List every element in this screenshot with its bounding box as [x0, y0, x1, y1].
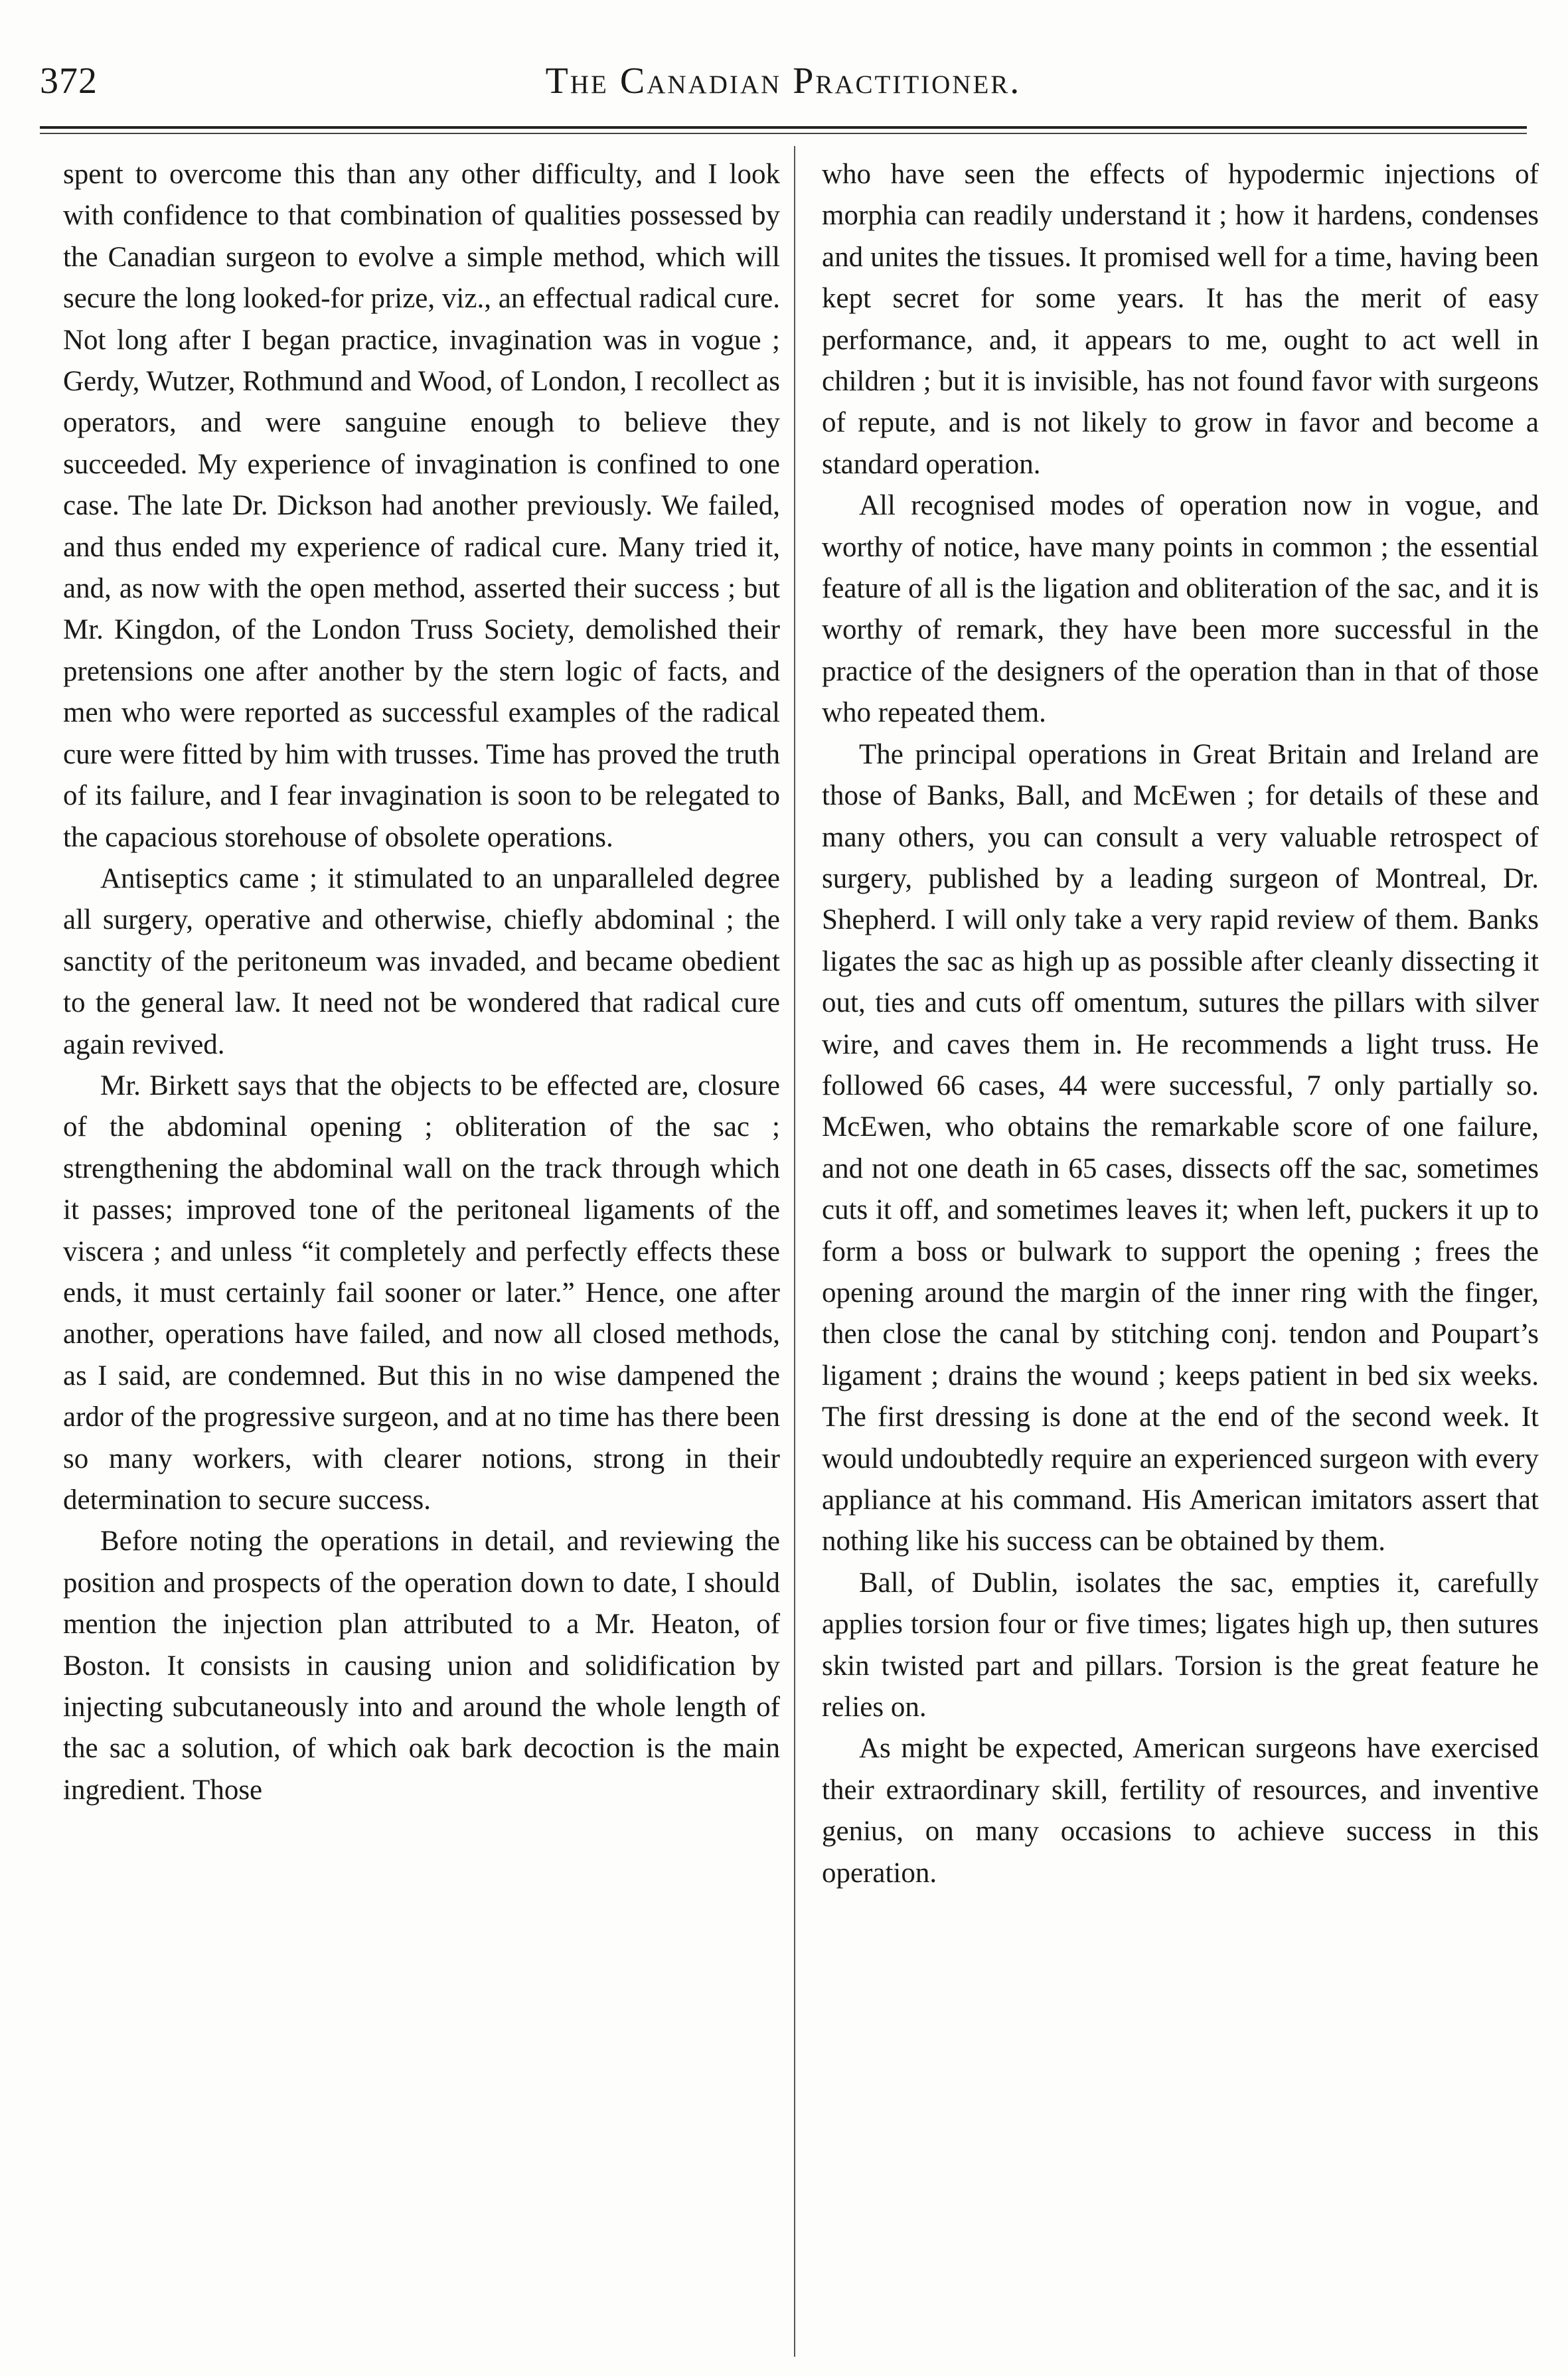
header-rule-thin: [40, 133, 1527, 134]
paragraph: Antiseptics came ; it stimulated to an unparalleled degree all surgery, operative and otherwise, chiefly abdominal ; the sanctity of the peritoneum was invaded, and became obedient to the general law. It need not be wondered that radical cure again revived.: [63, 862, 780, 1060]
left-column: [63, 154, 780, 1811]
header-rule: [40, 126, 1527, 129]
page-header: [40, 46, 1527, 106]
paragraph: All recognised modes of operation now in vogue, and worthy of notice, have many points in common ; the essential feature of all is the ligation and obliteration of the sac, and it is worthy of remark, they have been more successful in the practice of the designers of the operation than in that of those who repeated them.: [822, 490, 1539, 729]
paragraph: Before noting the operations in detail, and reviewing the position and prospects of the operation down to date, I should mention the injection plan attributed to a Mr. Heaton, of Boston. It consists in causing union and solidification by injecting subcutaneously into and around the whole length of the sac a solution, of which oak bark decoction is the main ingredient. Those: [63, 1526, 780, 1806]
page-number: 372: [40, 60, 98, 102]
right-column: [822, 154, 1539, 1894]
paragraph: who have seen the effects of hypodermic injections of morphia can readily understand it ; how it hardens, condenses and unites the tissues. It promised well for a time, having been kept secret for some years. It has the merit of easy performance, and, it appears to me, ought to act well in children ; but it is invisible, has not found favor with surgeons of repute, and is not likely to grow in favor and become a standard operation.: [822, 159, 1539, 480]
paragraph: spent to overcome this than any other difficulty, and I look with confidence to that combination of qualities possessed by the Canadian surgeon to evolve a simple method, which will secure the long looked-for prize, viz., an effectual radical cure. Not long after I began practice, invagination was in vogue ; Gerdy, Wutzer, Rothmund and Wood, of London, I recollect as operators, and were sanguine enough to believe they succeeded. My experience of invagination is confined to one case. The late Dr. Dickson had another previously. We failed, and thus ended my experience of radical cure. Many tried it, and, as now with the open method, asserted their success ; but Mr. Kingdon, of the London Truss Society, demolished their pretensions one after another by the stern logic of facts, and men who were reported as successful examples of the radical cure were fitted by him with trusses. Time has proved the truth of its failure, and I fear invagination is soon to be relegated to the capacious storehouse of obsolete operations.: [63, 159, 780, 853]
paragraph: Mr. Birkett says that the objects to be effected are, closure of the abdominal opening ; obliteration of the sac ; strengthening the abdominal wall on the track through which it passes; improved tone of the peritoneal ligaments of the viscera ; and unless “it completely and perfectly effects these ends, it must certainly fail sooner or later.” Hence, one after another, operations have failed, and now all closed methods, as I said, are condemned. But this in no wise dampened the ardor of the progressive surgeon, and at no time has there been so many workers, with clearer notions, strong in their determination to secure success.: [63, 1069, 780, 1516]
running-title: The Canadian Practitioner.: [545, 60, 1022, 102]
paragraph: The principal operations in Great Britain and Ireland are those of Banks, Ball, and McEwen ; for details of these and many others, you can consult a very valuable retrospect of surgery, published by a leading surgeon of Montreal, Dr. Shepherd. I will only take a very rapid review of them. Banks ligates the sac as high up as possible after cleanly dissecting it out, ties and cuts off omentum, sutures the pillars with silver wire, and caves them in. He recommends a light truss. He followed 66 cases, 44 were successful, 7 only partially so. McEwen, who obtains the remarkable score of one failure, and not one death in 65 cases, dissects off the sac, sometimes cuts it off, and sometimes leaves it; when left, puckers it up to form a boss or bulwark to support the opening ; frees the opening around the margin of the inner ring with the finger, then close the canal by stitching conj. tendon and Poupart’s ligament ; drains the wound ; keeps patient in bed six weeks. The first dressing is done at the end of the second week. It would undoubtedly require an experienced surgeon with every appliance at his command. His American imitators assert that nothing like his success can be obtained by them.: [822, 738, 1539, 1557]
paragraph: As might be expected, American surgeons have exercised their extraordinary skill, fertility of resources, and inventive genius, on many occasions to achieve success in this operation.: [822, 1733, 1539, 1889]
column-divider: [794, 146, 795, 2357]
paragraph: Ball, of Dublin, isolates the sac, empties it, carefully applies torsion four or five times; ligates high up, then sutures skin twisted part and pillars. Torsion is the great feature he relies on.: [822, 1567, 1539, 1723]
